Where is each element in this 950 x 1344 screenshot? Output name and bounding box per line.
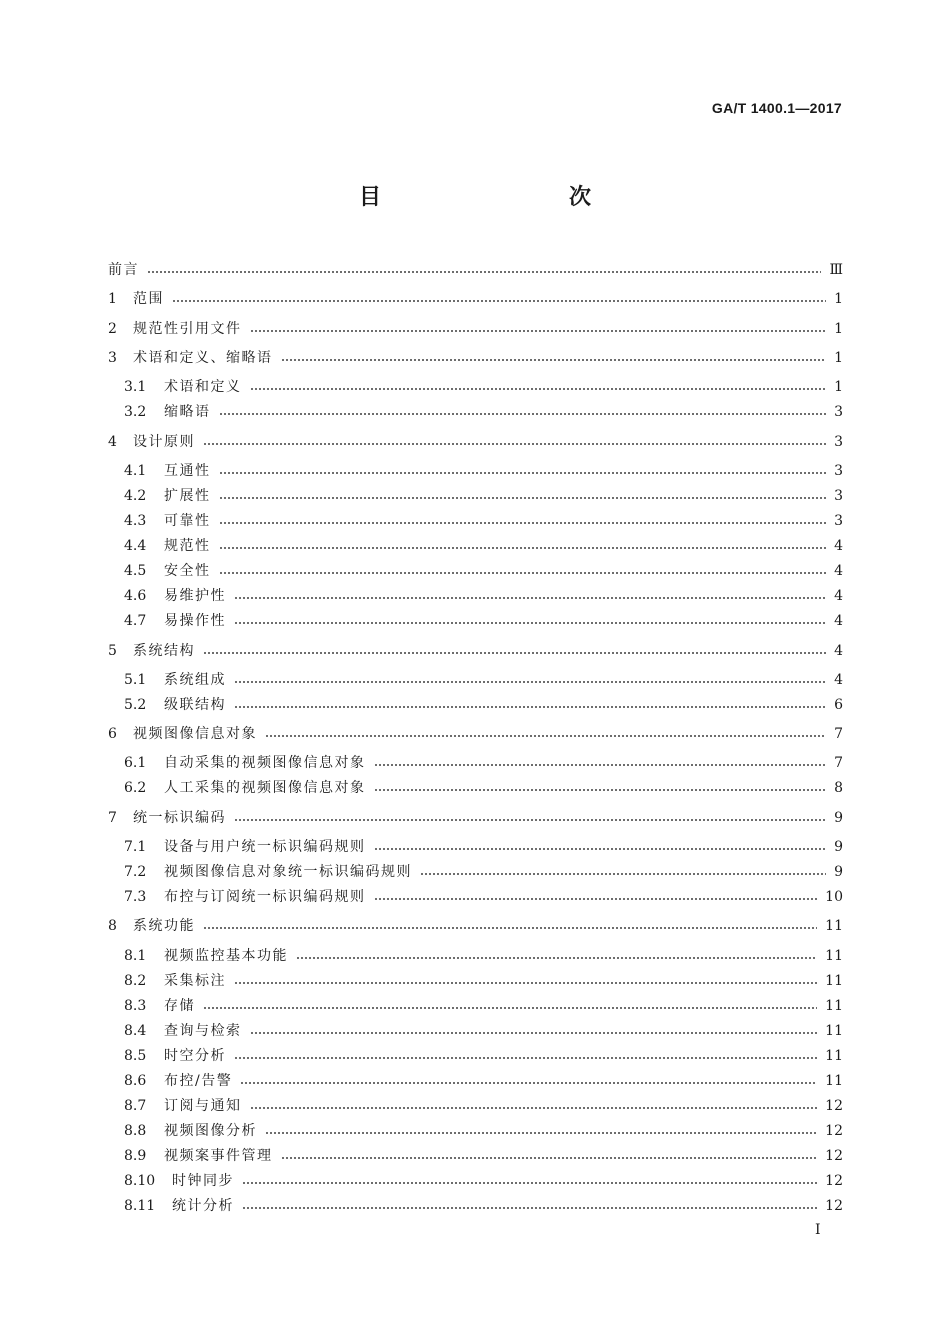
toc-entry-5-2[interactable] [124,693,843,717]
dot-leader [234,681,826,683]
toc-entry-text: 系统功能 [133,918,195,934]
toc-entry-6[interactable] [108,722,843,746]
page-title: 目 次 [358,185,639,210]
toc-entry-page: 12 [825,1123,843,1139]
toc-entry-7[interactable] [108,806,843,830]
toc-entry-8-11[interactable] [124,1194,843,1218]
dot-leader [374,898,818,900]
toc-entry-page: 3 [834,513,843,529]
toc-entry-text: 订阅与通知 [164,1098,242,1114]
dot-leader [250,330,827,332]
toc-entry-4-6[interactable] [124,584,843,608]
toc-entry-page: 11 [825,973,843,989]
dot-leader [281,1157,818,1159]
toc-entry-page: 4 [834,672,843,688]
toc-entry-2[interactable] [108,317,843,341]
toc-entry-text: 前言 [108,262,139,278]
toc-entry-number: 4.6 [124,588,147,604]
toc-entry-8-6[interactable] [124,1069,843,1093]
toc-entry-page: 11 [825,918,843,934]
toc-entry-number: 4.4 [124,538,147,554]
toc-entry-page: 4 [834,538,843,554]
toc-entry-number: 8.7 [124,1098,147,1114]
toc-entry-text: 设备与用户统一标识编码规则 [164,839,366,855]
toc-entry-number: 4 [108,434,117,450]
toc-entry-page: 8 [834,780,843,796]
dot-leader [219,547,827,549]
toc-entry-number: 5.1 [124,672,147,688]
toc-entry-text: 易维护性 [164,588,226,604]
toc-entry-number: 8.8 [124,1123,147,1139]
dot-leader [296,957,817,959]
toc-entry-text: 统计分析 [172,1198,234,1214]
toc-entry-number: 4.5 [124,563,147,579]
toc-entry-page: 11 [825,948,843,964]
toc-entry-page: 11 [825,1073,843,1089]
toc-entry-number: 7 [108,810,117,826]
toc-entry-text: 术语和定义 [164,379,242,395]
toc-entry-8-4[interactable] [124,1019,843,1043]
dot-leader [203,1007,817,1009]
toc-entry-7-1[interactable] [124,835,843,859]
toc-entry-number: 4.3 [124,513,147,529]
toc-entry-page: 1 [834,379,843,395]
toc-entry-page: 3 [834,404,843,420]
toc-entry-8-3[interactable] [124,994,843,1018]
toc-entry-number: 7.3 [124,889,147,905]
toc-entry-number: 3 [108,350,117,366]
toc-entry-text: 设计原则 [133,434,195,450]
toc-entry-page: Ⅲ [829,262,843,278]
toc-entry-page: 12 [825,1148,843,1164]
dot-leader [250,1107,818,1109]
toc-entry-number: 6 [108,726,117,742]
toc-entry-page: 4 [834,613,843,629]
toc-entry-page: 6 [834,697,843,713]
toc-entry-6-1[interactable] [124,751,843,775]
toc-entry-page: 7 [834,726,843,742]
toc-entry-text: 安全性 [164,563,211,579]
toc-entry-number: 8.6 [124,1073,147,1089]
dot-leader [250,388,827,390]
toc-entry-5-1[interactable] [124,668,843,692]
toc-entry-4-3[interactable] [124,509,843,533]
toc-entry-text: 查询与检索 [164,1023,242,1039]
toc-entry-number: 8 [108,918,117,934]
toc-entry-6-2[interactable] [124,776,843,800]
toc-entry-text: 扩展性 [164,488,211,504]
toc-entry-number: 8.5 [124,1048,147,1064]
toc-entry-number: 8.9 [124,1148,147,1164]
toc-entry-number: 8.2 [124,973,147,989]
dot-leader [265,1132,817,1134]
dot-leader [281,359,827,361]
toc-entry-number: 4.7 [124,613,147,629]
toc-entry-number: 4.1 [124,463,147,479]
dot-leader [203,652,826,654]
toc-entry-8-10[interactable] [124,1169,843,1193]
toc-entry-text: 易操作性 [164,613,226,629]
toc-entry-8-5[interactable] [124,1044,843,1068]
toc-entry-page: 4 [834,643,843,659]
toc-entry-page: 9 [834,810,843,826]
toc-entry-number: 5 [108,643,117,659]
dot-leader [234,622,826,624]
standard-code: GA/T 1400.1—2017 [711,100,842,116]
toc-entry-number: 6.1 [124,755,147,771]
dot-leader [374,764,827,766]
toc-entry-number: 2 [108,321,117,337]
toc-entry-number: 7.1 [124,839,147,855]
toc-entry-text: 人工采集的视频图像信息对象 [164,780,366,796]
dot-leader [219,572,827,574]
toc-entry-number: 5.2 [124,697,147,713]
toc-entry-page: 9 [834,864,843,880]
toc-entry-text: 视频监控基本功能 [164,948,288,964]
page-number: Ⅰ [815,1222,821,1238]
toc-entry-text: 视频图像信息对象统一标识编码规则 [164,864,412,880]
toc-entry-8-8[interactable] [124,1119,843,1143]
toc-entry-text: 视频图像分析 [164,1123,257,1139]
toc-entry-page: 4 [834,588,843,604]
toc-entry-page: 10 [825,889,843,905]
dot-leader [374,848,827,850]
toc-entry-text: 布控/告警 [164,1073,233,1089]
toc-entry-4-4[interactable] [124,534,843,558]
toc-entry-text: 布控与订阅统一标识编码规则 [164,889,366,905]
toc-entry-text: 时空分析 [164,1048,226,1064]
dot-leader [234,597,826,599]
toc-entry-page: 12 [825,1198,843,1214]
dot-leader [242,1182,817,1184]
toc-entry-number: 1 [108,291,117,307]
dot-leader [265,735,826,737]
toc-entry-page: 3 [834,434,843,450]
toc-entry-3-1[interactable] [124,375,843,399]
toc-entry-page: 1 [834,350,843,366]
toc-entry-3-2[interactable] [124,400,843,424]
dot-leader [203,443,826,445]
toc-entry-text: 统一标识编码 [133,810,226,826]
toc-entry-page: 9 [834,839,843,855]
toc-entry-text: 规范性 [164,538,211,554]
toc-entry-page: 11 [825,1023,843,1039]
dot-leader [147,271,821,273]
toc-entry-8[interactable] [108,914,843,938]
toc-entry-number: 6.2 [124,780,147,796]
toc-entry-text: 时钟同步 [172,1173,234,1189]
dot-leader [172,300,826,302]
toc-entry-page: 4 [834,563,843,579]
toc-entry-text: 互通性 [164,463,211,479]
toc-entry-text: 存储 [164,998,195,1014]
toc-entry-number: 8.1 [124,948,147,964]
toc-entry-page: 3 [834,488,843,504]
dot-leader [234,1057,817,1059]
toc-entry-1[interactable] [108,287,843,311]
dot-leader [219,413,827,415]
toc-entry-3[interactable] [108,346,843,370]
toc-entry-number: 8.3 [124,998,147,1014]
toc-entry-number: 8.11 [124,1198,156,1214]
toc-entry-4[interactable] [108,430,843,454]
toc-entry-page: 3 [834,463,843,479]
toc-entry-page: 7 [834,755,843,771]
dot-leader [242,1207,817,1209]
toc-entry-page: 1 [834,291,843,307]
toc-entry-text: 范围 [133,291,164,307]
dot-leader [219,472,827,474]
toc-entry-text: 自动采集的视频图像信息对象 [164,755,366,771]
toc-entry-text: 系统组成 [164,672,226,688]
dot-leader [219,497,827,499]
toc-entry-page: 12 [825,1173,843,1189]
toc-entry-number: 3.1 [124,379,147,395]
toc-entry-4-5[interactable] [124,559,843,583]
toc-entry-8-9[interactable] [124,1144,843,1168]
toc-entry-page: 1 [834,321,843,337]
toc-entry-text: 系统结构 [133,643,195,659]
toc-entry-page: 11 [825,1048,843,1064]
toc-entry-number: 4.2 [124,488,147,504]
dot-leader [219,522,827,524]
toc-entry-text: 级联结构 [164,697,226,713]
toc-entry-text: 采集标注 [164,973,226,989]
dot-leader [234,819,826,821]
toc-entry-page: 12 [825,1098,843,1114]
toc-entry-text: 视频图像信息对象 [133,726,257,742]
dot-leader [234,982,817,984]
toc-entry-number: 8.4 [124,1023,147,1039]
toc-entry-7-3[interactable] [124,885,843,909]
toc-entry-8-1[interactable] [124,944,843,968]
toc-entry-number: 8.10 [124,1173,156,1189]
toc-entry-4-1[interactable] [124,459,843,483]
toc-entry-foreword[interactable] [108,258,843,282]
toc-entry-text: 视频案事件管理 [164,1148,273,1164]
dot-leader [234,706,826,708]
toc-entry-number: 7.2 [124,864,147,880]
toc-entry-4-7[interactable] [124,609,843,633]
toc-entry-text: 缩略语 [164,404,211,420]
toc-entry-page: 11 [825,998,843,1014]
toc-entry-4-2[interactable] [124,484,843,508]
dot-leader [240,1082,817,1084]
toc-entry-number: 3.2 [124,404,147,420]
toc-entry-text: 规范性引用文件 [133,321,242,337]
toc-entry-8-7[interactable] [124,1094,843,1118]
dot-leader [250,1032,818,1034]
toc-entry-7-2[interactable] [124,860,843,884]
dot-leader [203,927,817,929]
toc-entry-5[interactable] [108,639,843,663]
toc-entry-text: 可靠性 [164,513,211,529]
toc-entry-text: 术语和定义、缩略语 [133,350,273,366]
dot-leader [374,789,827,791]
dot-leader [420,873,826,875]
toc-entry-8-2[interactable] [124,969,843,993]
